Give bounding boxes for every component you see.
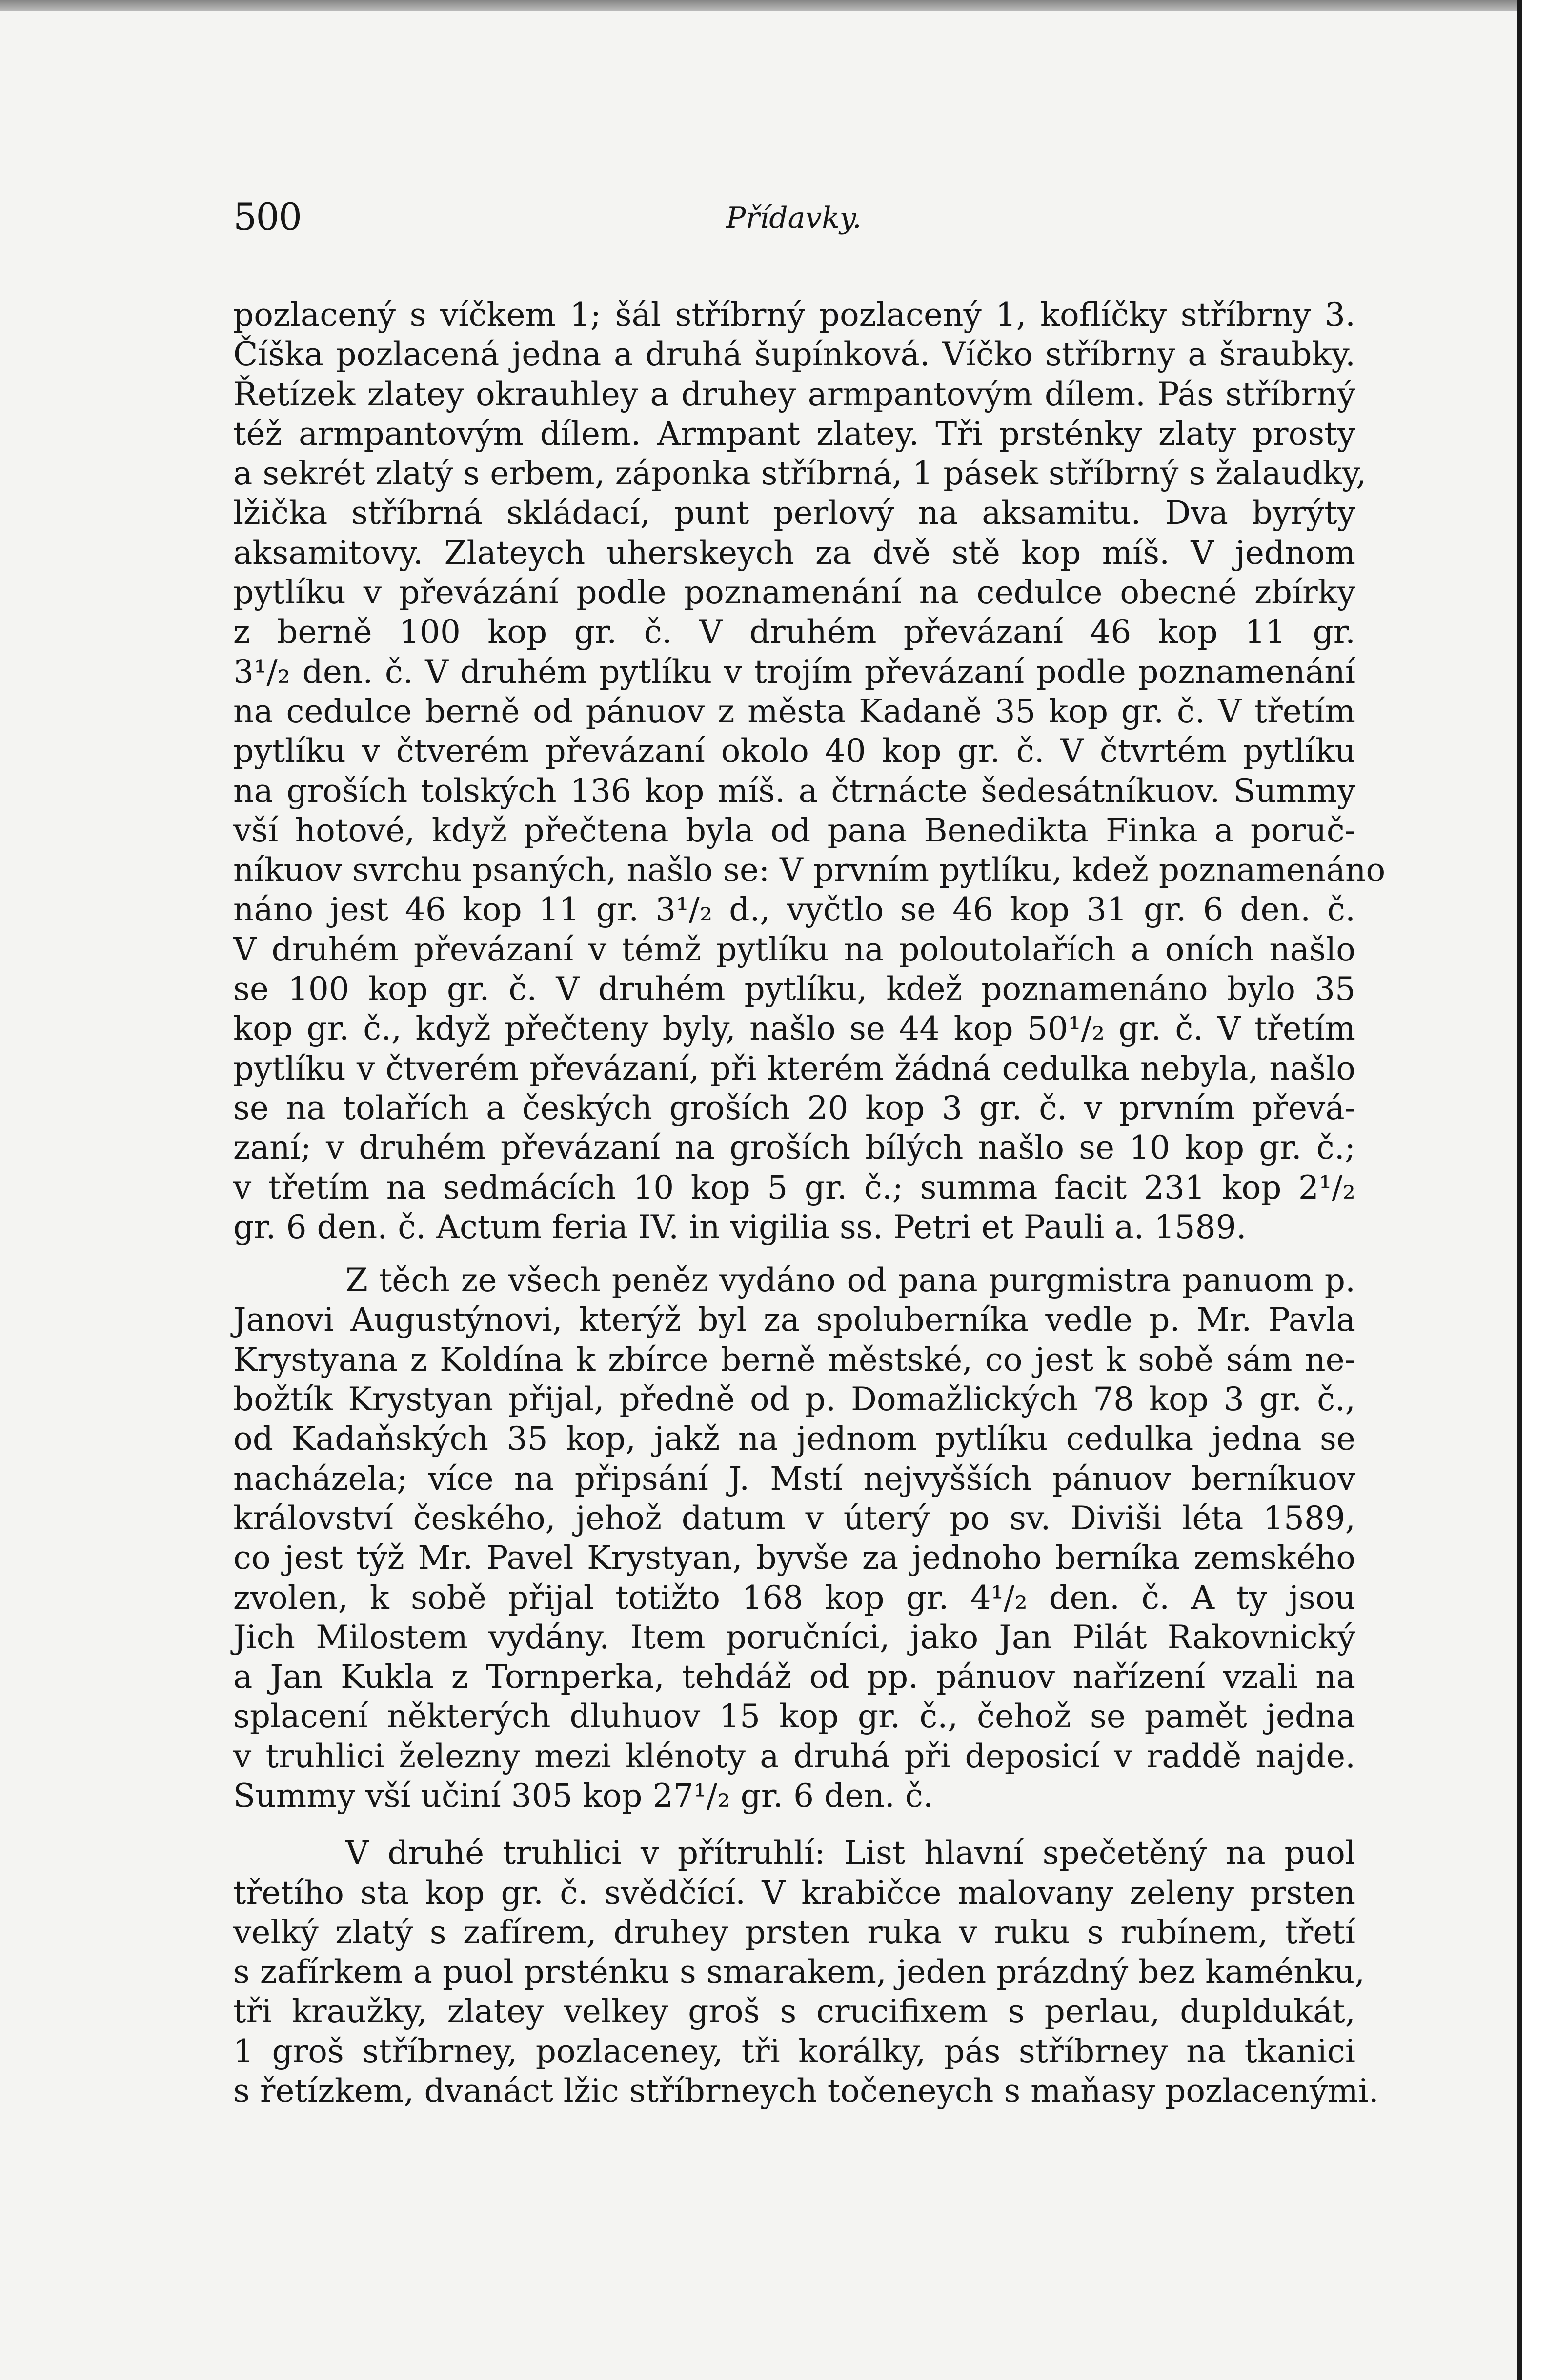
text-line: zvolen, k sobě přijal totižto 168 kop gr. 4¹/₂ den. č. A ty jsou bbox=[233, 1579, 1355, 1617]
text-line: na groších tolských 136 kop míš. a čtrnácte šedesátníkuov. Summy bbox=[233, 772, 1355, 810]
running-title: Přídavky. bbox=[726, 201, 862, 235]
text-line: od Kadaňských 35 kop, jakž na jednom pytlíku cedulka jedna se bbox=[233, 1420, 1355, 1458]
text-line: třetího sta kop gr. č. svědčící. V krabičce malovany zeleny prsten bbox=[233, 1874, 1355, 1912]
paragraph-gap bbox=[233, 1816, 1355, 1833]
text-line: kop gr. č., když přečteny byly, našlo se 44 kop 50¹/₂ gr. č. V třetím bbox=[233, 1010, 1355, 1048]
text-line: V druhém převázaní v témž pytlíku na poloutolařích a oních našlo bbox=[233, 930, 1355, 968]
paragraph-gap bbox=[233, 1247, 1355, 1260]
text-line: 3¹/₂ den. č. V druhém pytlíku v trojím převázaní podle poznamenání bbox=[233, 653, 1355, 691]
text-line: co jest týž Mr. Pavel Krystyan, byvše za jednoho berníka zemského bbox=[233, 1539, 1355, 1577]
scan-right-edge bbox=[1517, 0, 1556, 2380]
text-line: království českého, jehož datum v úterý po sv. Diviši léta 1589, bbox=[233, 1499, 1355, 1537]
text-line: pozlacený s víčkem 1; šál stříbrný pozlacený 1, koflíčky stříbrny 3. bbox=[233, 296, 1355, 334]
text-line: pytlíku v čtverém převázaní, při kterém žádná cedulka nebyla, našlo bbox=[233, 1049, 1355, 1087]
text-line: pytlíku v převázání podle poznamenání na cedulce obecné zbírky bbox=[233, 574, 1355, 612]
text-line: se 100 kop gr. č. V druhém pytlíku, kdež poznamenáno bylo 35 bbox=[233, 970, 1355, 1008]
text-line: zaní; v druhém převázaní na groších bílých našlo se 10 kop gr. č.; bbox=[233, 1129, 1355, 1167]
text-line: božtík Krystyan přijal, předně od p. Domažlických 78 kop 3 gr. č., bbox=[233, 1380, 1355, 1419]
paragraph bbox=[233, 295, 1386, 1247]
page-header bbox=[233, 195, 1355, 254]
text-line: V druhé truhlici v přítruhlí: List hlavní spečetěný na puol bbox=[345, 1834, 1355, 1872]
text-line: se na tolařích a českých groších 20 kop 3 gr. č. v prvním převá- bbox=[233, 1089, 1355, 1127]
page-number: 500 bbox=[233, 195, 302, 239]
text-line: z berně 100 kop gr. č. V druhém převázaní 46 kop 11 gr. bbox=[233, 613, 1355, 651]
text-line: s zafírkem a puol prsténku s smarakem, jeden prázdný bez kaménku, bbox=[233, 1953, 1365, 1991]
scan-top-edge bbox=[0, 0, 1556, 11]
text-line: lžička stříbrná skládací, punt perlový na aksamitu. Dva byrýty bbox=[233, 494, 1355, 532]
text-line: též armpantovým dílem. Armpant zlatey. Tři prsténky zlaty prosty bbox=[233, 415, 1355, 453]
text-line: 1 groš stříbrney, pozlaceney, tři korálky, pás stříbrney na tkanici bbox=[233, 2032, 1355, 2070]
text-line: Číška pozlacená jedna a druhá šupínková. Víčko stříbrny a šraubky. bbox=[233, 336, 1355, 374]
text-line: na cedulce berně od pánuov z města Kadaně 35 kop gr. č. V třetím bbox=[233, 692, 1355, 730]
paragraph bbox=[233, 1833, 1379, 2111]
text-line: v třetím na sedmácích 10 kop 5 gr. č.; summa facit 231 kop 2¹/₂ bbox=[233, 1168, 1355, 1206]
text-line: nacházela; více na připsání J. Mstí nejvyšších pánuov berníkuov bbox=[233, 1460, 1355, 1498]
text-line: tři kraužky, zlatey velkey groš s crucifixem s perlau, dupldukát, bbox=[233, 1993, 1355, 2031]
text-line: vší hotové, když přečtena byla od pana Benedikta Finka a poruč- bbox=[233, 811, 1355, 849]
text-line: pytlíku v čtverém převázaní okolo 40 kop gr. č. V čtvrtém pytlíku bbox=[233, 732, 1355, 770]
text-line: aksamitovy. Zlateych uherskeych za dvě stě kop míš. V jednom bbox=[233, 534, 1355, 572]
paragraph bbox=[233, 1260, 1355, 1816]
text-line: náno jest 46 kop 11 gr. 3¹/₂ d., vyčtlo se 46 kop 31 gr. 6 den. č. bbox=[233, 891, 1355, 929]
text-line: splacení některých dluhuov 15 kop gr. č., čehož se pamět jedna bbox=[233, 1698, 1355, 1736]
text-line: Jich Milostem vydány. Item poručníci, jako Jan Pilát Rakovnický bbox=[233, 1618, 1355, 1656]
text-line: Summy vší učiní 305 kop 27¹/₂ gr. 6 den. č. bbox=[233, 1777, 933, 1815]
text-line: níkuov svrchu psaných, našlo se: V prvním pytlíku, kdež poznamenáno bbox=[233, 851, 1386, 889]
text-line: Janovi Augustýnovi, kterýž byl za spoluberníka vedle p. Mr. Pavla bbox=[233, 1301, 1355, 1339]
text-line: s řetízkem, dvanáct lžic stříbrneych točeneych s maňasy pozlacenými. bbox=[233, 2072, 1379, 2110]
body-text bbox=[233, 295, 1386, 2111]
text-line: gr. 6 den. č. Actum feria IV. in vigilia ss. Petri et Pauli a. 1589. bbox=[233, 1208, 1247, 1246]
text-line: a Jan Kukla z Tornperka, tehdáž od pp. pánuov nařízení vzali na bbox=[233, 1658, 1355, 1696]
text-line: velký zlatý s zafírem, druhey prsten ruka v ruku s rubínem, třetí bbox=[233, 1913, 1355, 1951]
text-line: a sekrét zlatý s erbem, záponka stříbrná, 1 pásek stříbrný s žalaudky, bbox=[233, 455, 1367, 493]
text-line: v truhlici železny mezi klénoty a druhá při deposicí v raddě najde. bbox=[233, 1737, 1355, 1775]
text-line: Krystyana z Koldína k zbírce berně městské, co jest k sobě sám ne- bbox=[233, 1340, 1355, 1379]
text-line: Řetízek zlatey okrauhley a druhey armpantovým dílem. Pás stříbrný bbox=[233, 375, 1355, 413]
text-line: Z těch ze všech peněz vydáno od pana purgmistra panuom p. bbox=[345, 1261, 1355, 1300]
